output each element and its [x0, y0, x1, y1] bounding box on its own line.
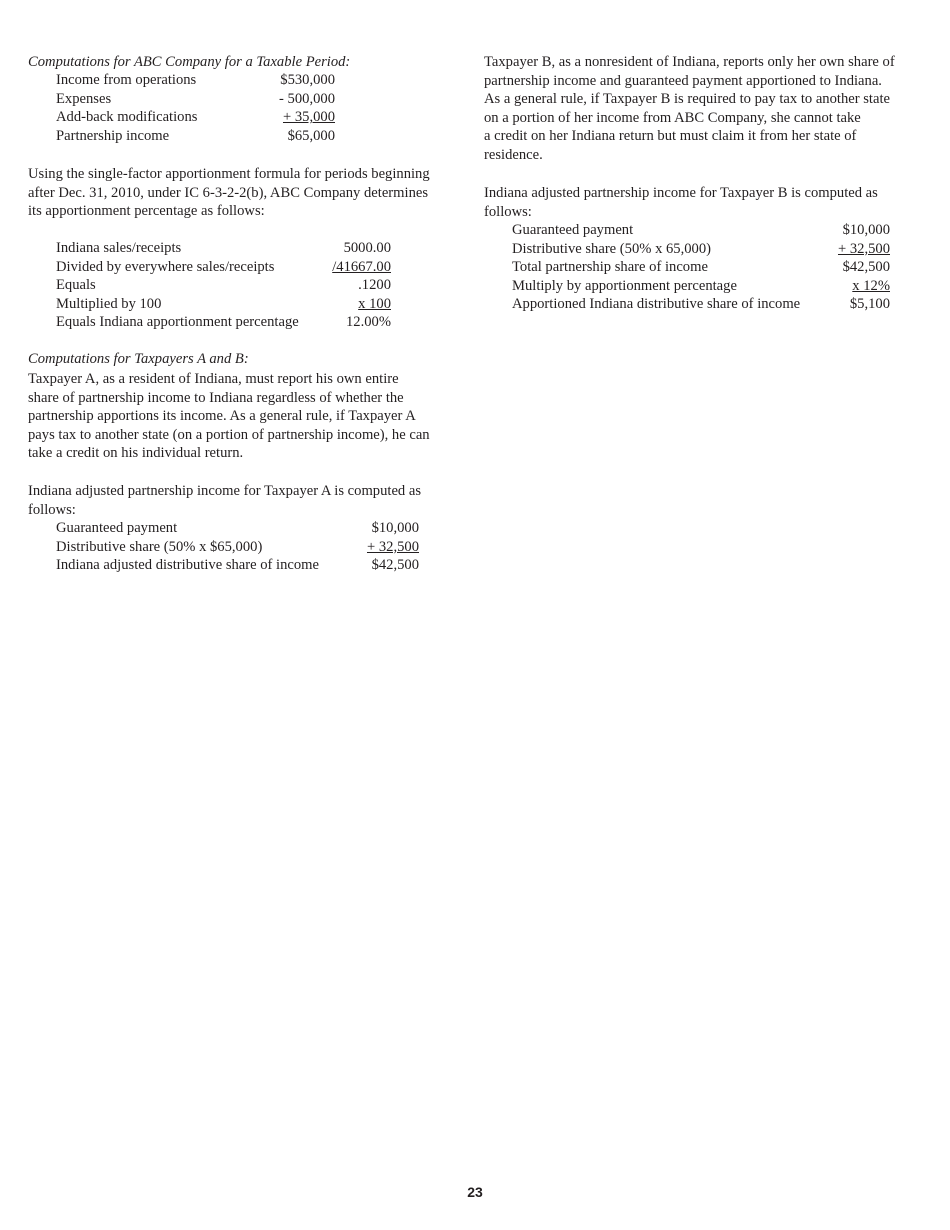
paragraph-line: residence. [484, 146, 543, 163]
row-value: x 12% [852, 277, 890, 294]
row-label: Guaranteed payment [512, 222, 634, 238]
page-number: 23 [467, 1184, 483, 1200]
paragraph-line: Indiana adjusted partnership income for Taxpayer B is computed as [484, 185, 878, 201]
taxpayer-a-table [56, 519, 419, 575]
heading-text: Computations for ABC Company for a Taxable Period: [28, 54, 351, 70]
table-row [56, 295, 391, 314]
table-row [512, 258, 890, 277]
row-label: Equals Indiana apportionment percentage [56, 314, 299, 331]
paragraph-line: pays tax to another state (on a portion of partnership income), he can [28, 426, 430, 443]
table-row [512, 240, 890, 259]
table-row [512, 277, 890, 296]
abc-computations-heading [28, 53, 350, 72]
table-row [56, 127, 335, 146]
table-row [512, 295, 890, 314]
taxpayer-b-paragraph [484, 53, 895, 165]
paragraph-line: share of partnership income to Indiana regardless of whether the [28, 389, 404, 406]
row-value: $10,000 [371, 520, 419, 536]
row-value: $5,100 [849, 296, 890, 313]
paragraph-line: a credit on her Indiana return but must claim it from her state of [484, 128, 857, 145]
row-label: Distributive share (50% x 65,000) [512, 240, 712, 257]
row-label: Multiply by apportionment percentage [512, 277, 737, 294]
row-value: x 100 [358, 295, 391, 312]
row-value: $42,500 [371, 557, 419, 574]
paragraph-line: after Dec. 31, 2010, under IC 6-3-2-2(b), ABC Company determines [28, 184, 429, 201]
paragraph-line: partnership apportions its income. As a general rule, if Taxpayer A [28, 408, 416, 425]
apportionment-table [56, 239, 391, 332]
paragraph-line: Taxpayer A, as a resident of Indiana, must report his own entire [28, 371, 399, 387]
row-value: + 35,000 [282, 109, 335, 126]
table-row [56, 258, 391, 277]
table-row [56, 313, 391, 332]
row-value: + 32,500 [837, 240, 890, 257]
table-row [56, 276, 391, 295]
table-row [56, 538, 419, 557]
row-label: Indiana sales/receipts [56, 240, 182, 256]
paragraph-line: partnership income and guaranteed payment apportioned to Indiana. [484, 72, 882, 89]
row-value: 5000.00 [343, 240, 391, 256]
taxpayers-heading [28, 350, 249, 369]
paragraph-line: follows: [28, 501, 76, 518]
table-row [56, 90, 335, 109]
row-value: $10,000 [842, 222, 890, 238]
row-label: Partnership income [56, 127, 170, 144]
row-label: Divided by everywhere sales/receipts [56, 258, 275, 275]
paragraph-line: As a general rule, if Taxpayer B is required to pay tax to another state [484, 91, 890, 108]
table-row [512, 221, 890, 240]
paragraph-line: Indiana adjusted partnership income for Taxpayer A is computed as [28, 483, 422, 499]
row-label: Equals [56, 277, 96, 294]
taxpayer-b-table [512, 221, 890, 314]
paragraph-line: Taxpayer B, as a nonresident of Indiana, reports only her own share of [484, 54, 895, 70]
row-label: Multiplied by 100 [56, 295, 162, 312]
table-row [56, 108, 335, 127]
paragraph-line: on a portion of her income from ABC Company, she cannot take [484, 109, 861, 126]
row-value: /41667.00 [332, 258, 391, 275]
table-row [56, 239, 391, 258]
heading-text: Computations for Taxpayers A and B: [28, 351, 249, 367]
table-row [56, 519, 419, 538]
table-row [56, 71, 335, 90]
row-label: Add-back modifications [56, 109, 198, 126]
row-label: Expenses [56, 90, 112, 107]
paragraph-line: its apportionment percentage as follows: [28, 203, 265, 220]
row-value: - 500,000 [279, 90, 335, 107]
abc-computation-table [56, 71, 335, 145]
row-label: Indiana adjusted distributive share of income [56, 557, 320, 574]
row-label: Distributive share (50% x $65,000) [56, 538, 263, 555]
row-value: $65,000 [287, 127, 335, 144]
row-value: 12.00% [346, 314, 391, 331]
row-label: Guaranteed payment [56, 520, 178, 536]
row-value: $530,000 [280, 72, 335, 88]
row-label: Apportioned Indiana distributive share of income [512, 296, 801, 313]
paragraph-line: Using the single-factor apportionment formula for periods beginning [28, 166, 430, 182]
row-value: $42,500 [842, 259, 890, 276]
taxpayer-a-paragraph [28, 370, 430, 463]
row-value: .1200 [358, 277, 391, 294]
table-row [56, 556, 419, 575]
taxpayer-a-intro [28, 482, 421, 519]
taxpayer-b-intro [484, 184, 878, 221]
row-label: Total partnership share of income [512, 259, 708, 276]
paragraph-line: follows: [484, 203, 532, 220]
apportionment-paragraph [28, 165, 430, 221]
row-label: Income from operations [56, 72, 197, 88]
row-value: + 32,500 [366, 538, 419, 555]
paragraph-line: take a credit on his individual return. [28, 445, 244, 462]
